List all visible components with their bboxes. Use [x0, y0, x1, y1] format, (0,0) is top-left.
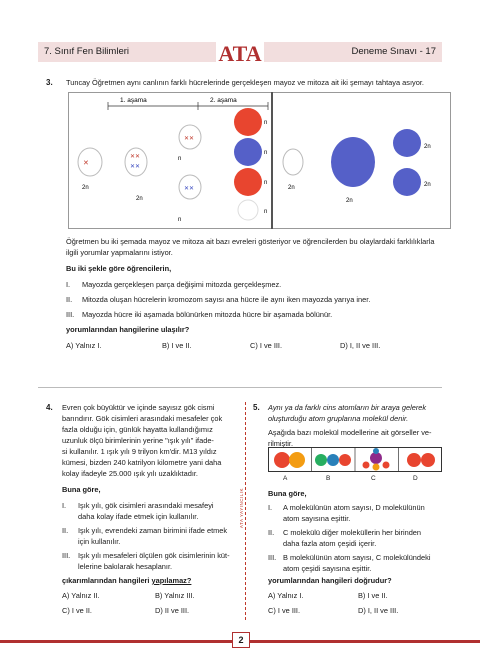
q4-ask-emphasis: yapılamaz?	[151, 576, 192, 585]
q5-item-3-l2: atom çeşidi sayısına eşittir.	[283, 564, 372, 573]
q5-intro-1: Aynı ya da farklı cins atomların bir araya gelerek	[268, 403, 427, 412]
label-n-b: n	[178, 217, 182, 223]
q5-item-3-num: III.	[268, 553, 277, 562]
q4-ask-text: çıkarımlarından hangileri	[62, 576, 152, 585]
q4-item-3-l2: lelerine bakılarak hesaplanır.	[78, 562, 173, 571]
q3-item-3-num: III.	[66, 310, 75, 319]
header-exam-text: Deneme Sınavı - 17	[351, 46, 436, 57]
q3-ask: yorumlarından hangilerine ulaşılır?	[66, 325, 190, 334]
stage1-label: 1. aşama	[120, 97, 147, 104]
q3-item-3: Mayozda hücre iki aşamada bölünürken mitozda hücre bir aşamada bölünür.	[82, 310, 333, 319]
division-schemes	[68, 92, 451, 229]
svg-text:✕✕: ✕✕	[130, 164, 141, 170]
q5-option-c[interactable]: C) I ve III.	[268, 606, 301, 615]
q5-number: 5.	[253, 403, 260, 412]
q4-item-2-num: II.	[62, 526, 69, 535]
model-label-d: D	[413, 475, 418, 482]
q5-item-2-num: II.	[268, 528, 275, 537]
q5-sub-2: rilmiştir.	[268, 439, 294, 448]
label-n-c: n	[264, 120, 268, 126]
q4-item-1-l2: daha kolay ifade etmek için kullanılır.	[78, 512, 199, 521]
q5-item-3-l1: B molekülünün atom sayısı, C molekülündeki	[283, 553, 431, 562]
gamete-1	[234, 108, 262, 136]
molecule-d	[407, 453, 435, 467]
model-label-c: C	[371, 475, 376, 482]
gamete-3	[234, 168, 262, 196]
q4-item-1-l1: Işık yılı, gök cisimleri arasındaki mesafeyi	[78, 501, 214, 510]
gamete-4	[238, 200, 258, 220]
model-label-b: B	[326, 475, 331, 482]
meiosis-cell-2	[125, 148, 147, 176]
page-number: 2	[232, 632, 250, 648]
q4-item-2-l2: için kullanılır.	[78, 537, 121, 546]
molecule-c	[363, 448, 390, 471]
svg-text:✕: ✕	[83, 160, 89, 167]
label-n-d: n	[264, 150, 268, 156]
molecule-b	[315, 454, 351, 466]
q4-line-7: kolay ifadeyle 25.000 ışık yılı uzaklıktadır.	[62, 469, 198, 478]
gamete-2	[234, 138, 262, 166]
header-exam	[264, 42, 442, 62]
q4-option-c[interactable]: C) I ve II.	[62, 606, 92, 615]
header-subject	[38, 42, 216, 62]
q3-after-line1: Öğretmen bu iki şemada mayoz ve mitoza ait bazı evreleri gösteriyor ve öğrencilerden bu olaylardaki farklılıklarla	[66, 237, 435, 246]
q4-option-a[interactable]: A) Yalnız II.	[62, 591, 100, 600]
label-n-f: n	[264, 209, 268, 215]
daughter-cell-2	[393, 168, 421, 196]
q3-item-2: Mitozda oluşan hücrelerin kromozom sayısı ana hücre ile aynı iken mayozda yarıya iner.	[82, 295, 371, 304]
q5-item-1-l2: atom sayısına eşittir.	[283, 514, 351, 523]
svg-text:ATA: ATA	[218, 41, 262, 66]
q4-ask	[62, 575, 191, 586]
q5-sub-1: Aşağıda bazı molekül modellerine ait görseller ve-	[268, 428, 432, 437]
q3-option-a[interactable]: A) Yalnız I.	[66, 341, 102, 350]
q5-intro-2: oluşturduğu atom gruplarına molekül denir.	[268, 414, 409, 423]
q5-lead: Buna göre,	[268, 489, 307, 498]
q4-item-1-num: I.	[62, 501, 67, 510]
meiosis-cell-3-bottom	[179, 175, 201, 199]
q5-item-1-l1: A molekülünün atom sayısı, D molekülünün	[283, 503, 425, 512]
q5-option-a[interactable]: A) Yalnız I.	[268, 591, 304, 600]
q4-line-3: fazla olduğu için, günlük hayatta kullandığımız	[62, 425, 213, 434]
q5-item-1-num: I.	[268, 503, 273, 512]
label-2n-d: 2n	[346, 198, 353, 204]
svg-text:✕✕: ✕✕	[130, 154, 141, 160]
q4-item-3-num: III.	[62, 551, 71, 560]
q3-after-line2: ilgili yorumlar yapmalarını istiyor.	[66, 248, 173, 257]
label-2n-b: 2n	[136, 196, 143, 202]
q4-line-6: kümesi, bizden 240 katrilyon kilometre yani daha	[62, 458, 222, 467]
publisher-side-label: ATA YAYINCILIK	[239, 488, 244, 529]
q3-item-2-num: II.	[66, 295, 73, 304]
label-2n-a: 2n	[82, 185, 89, 191]
molecule-models-svg	[268, 447, 442, 472]
label-2n-f: 2n	[424, 182, 431, 188]
meiosis-parent-cell	[78, 148, 102, 176]
q4-option-d[interactable]: D) II ve III.	[155, 606, 190, 615]
q3-item-1-num: I.	[66, 280, 71, 289]
q4-item-2-l1: Işık yılı, evrendeki zaman birimini ifade etmek	[78, 526, 228, 535]
mitosis-dividing-cell	[331, 137, 375, 187]
q4-line-4: uzunluk ölçü birimlerinin yerine "ışık yılı" ifade-	[62, 436, 214, 445]
ata-logo	[216, 34, 264, 70]
section-divider	[38, 387, 442, 388]
q3-number: 3.	[46, 78, 53, 87]
q3-option-b[interactable]: B) I ve II.	[162, 341, 192, 350]
mitosis-parent-cell	[283, 149, 303, 175]
label-2n-e: 2n	[424, 144, 431, 150]
header-subject-text: 7. Sınıf Fen Bilimleri	[44, 46, 129, 57]
q3-option-c[interactable]: C) I ve III.	[250, 341, 283, 350]
q5-item-2-l1: C molekülü diğer moleküllerin her birinden	[283, 528, 422, 537]
q4-lead: Buna göre,	[62, 485, 101, 494]
q4-number: 4.	[46, 403, 53, 412]
q4-option-b[interactable]: B) Yalnız III.	[155, 591, 195, 600]
q3-option-d[interactable]: D) I, II ve III.	[340, 341, 381, 350]
q5-item-2-l2: daha fazla atom çeşidi içerir.	[283, 539, 377, 548]
svg-text:✕✕: ✕✕	[184, 136, 195, 142]
label-2n-c: 2n	[288, 185, 295, 191]
q4-line-5: si kullanılır. 1 ışık yılı 9 trilyon km'dir. M13 yıldız	[62, 447, 217, 456]
q3-stem: Tuncay Öğretmen aynı canlının farklı hücrelerinde gerçekleşen mayoz ve mitoza ait iki şemayı tahtaya asıyor.	[66, 78, 424, 87]
q5-ask: yorumlarından hangileri doğrudur?	[268, 576, 392, 585]
column-divider	[245, 402, 246, 620]
label-n-e: n	[264, 180, 268, 186]
stage2-label: 2. aşama	[210, 97, 237, 104]
q5-option-b[interactable]: B) I ve II.	[358, 591, 388, 600]
q4-line-2: barındırır. Gök cisimleri arasındaki mesafeler çok	[62, 414, 223, 423]
meiosis-cell-3-top	[179, 125, 201, 149]
label-n-a: n	[178, 156, 182, 162]
q4-line-1: Evren çok büyüktür ve içinde sayısız gök cismi	[62, 403, 215, 412]
q3-lead: Bu iki şekle göre öğrencilerin,	[66, 264, 172, 273]
q5-option-d[interactable]: D) I, II ve III.	[358, 606, 399, 615]
svg-text:✕✕: ✕✕	[184, 186, 195, 192]
daughter-cell-1	[393, 129, 421, 157]
model-label-a: A	[283, 475, 288, 482]
q3-item-1: Mayozda gerçekleşen parça değişimi mitozda gerçekleşmez.	[82, 280, 282, 289]
q4-item-3-l1: Işık yılı mesafeleri ölçülen gök cisimlerinin küt-	[78, 551, 230, 560]
molecule-a	[274, 452, 305, 468]
